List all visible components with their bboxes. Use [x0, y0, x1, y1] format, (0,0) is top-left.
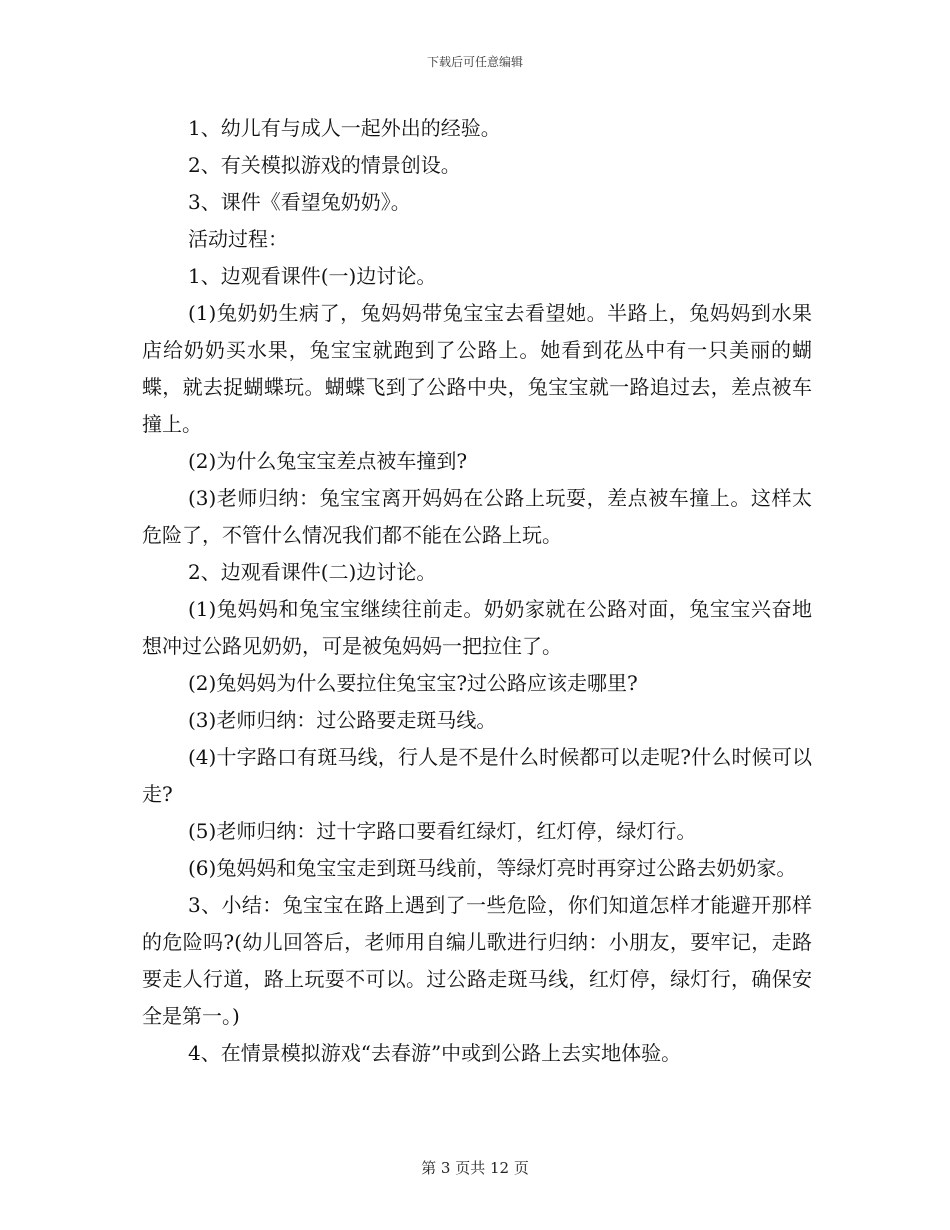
- paragraph: 2、有关模拟游戏的情景创设。: [188, 153, 461, 177]
- paragraph: (2)为什么兔宝宝差点被车撞到?: [188, 449, 468, 473]
- paragraph: (1)兔奶奶生病了，兔妈妈带兔宝宝去看望她。半路上，兔妈妈到水果店给奶奶买水果，兔宝宝就跑到了公路上。她看到花丛中有一只美丽的蝴蝶，就去捉蝴蝶玩。蝴蝶飞到了公路中央，兔宝宝就一路追过去，差点被车撞上。: [142, 301, 812, 436]
- page-header: 下载后可任意编辑: [426, 55, 523, 69]
- paragraph: (6)兔妈妈和兔宝宝走到斑马线前，等绿灯亮时再穿过公路去奶奶家。: [188, 856, 797, 880]
- paragraph: 1、边观看课件(一)边讨论。: [188, 264, 437, 288]
- paragraph: (4)十字路口有斑马线，行人是不是什么时候都可以走呢?什么时候可以走?: [142, 745, 812, 806]
- section-heading: 活动过程：: [188, 227, 288, 251]
- paragraph: (2)兔妈妈为什么要拉住兔宝宝?过公路应该走哪里?: [188, 671, 638, 695]
- paragraph: 2、边观看课件(二)边讨论。: [188, 560, 437, 584]
- paragraph: 3、课件《看望兔奶奶》。: [188, 190, 411, 214]
- paragraph: 1、幼儿有与成人一起外出的经验。: [188, 116, 501, 140]
- paragraph: 4、在情景模拟游戏“去春游”中或到公路上去实地体验。: [188, 1041, 682, 1065]
- paragraph: (5)老师归纳：过十字路口要看红绿灯，红灯停，绿灯行。: [188, 819, 697, 843]
- paragraph: (3)老师归纳：过公路要走斑马线。: [188, 708, 497, 732]
- document-body: [142, 110, 812, 1072]
- page-number: 第 3 页共 12 页: [421, 1159, 529, 1177]
- paragraph: (1)兔妈妈和兔宝宝继续往前走。奶奶家就在公路对面，兔宝宝兴奋地想冲过公路见奶奶，可是被兔妈妈一把拉住了。: [142, 597, 812, 658]
- paragraph: (3)老师归纳：兔宝宝离开妈妈在公路上玩耍，差点被车撞上。这样太危险了，不管什么情况我们都不能在公路上玩。: [142, 486, 812, 547]
- paragraph: 3、小结：兔宝宝在路上遇到了一些危险，你们知道怎样才能避开那样的危险吗?(幼儿回答后，老师用自编儿歌进行归纳：小朋友，要牢记，走路要走人行道，路上玩耍不可以。过公路走斑马线，红灯停，绿灯行，确保安全是第一。): [142, 893, 812, 1028]
